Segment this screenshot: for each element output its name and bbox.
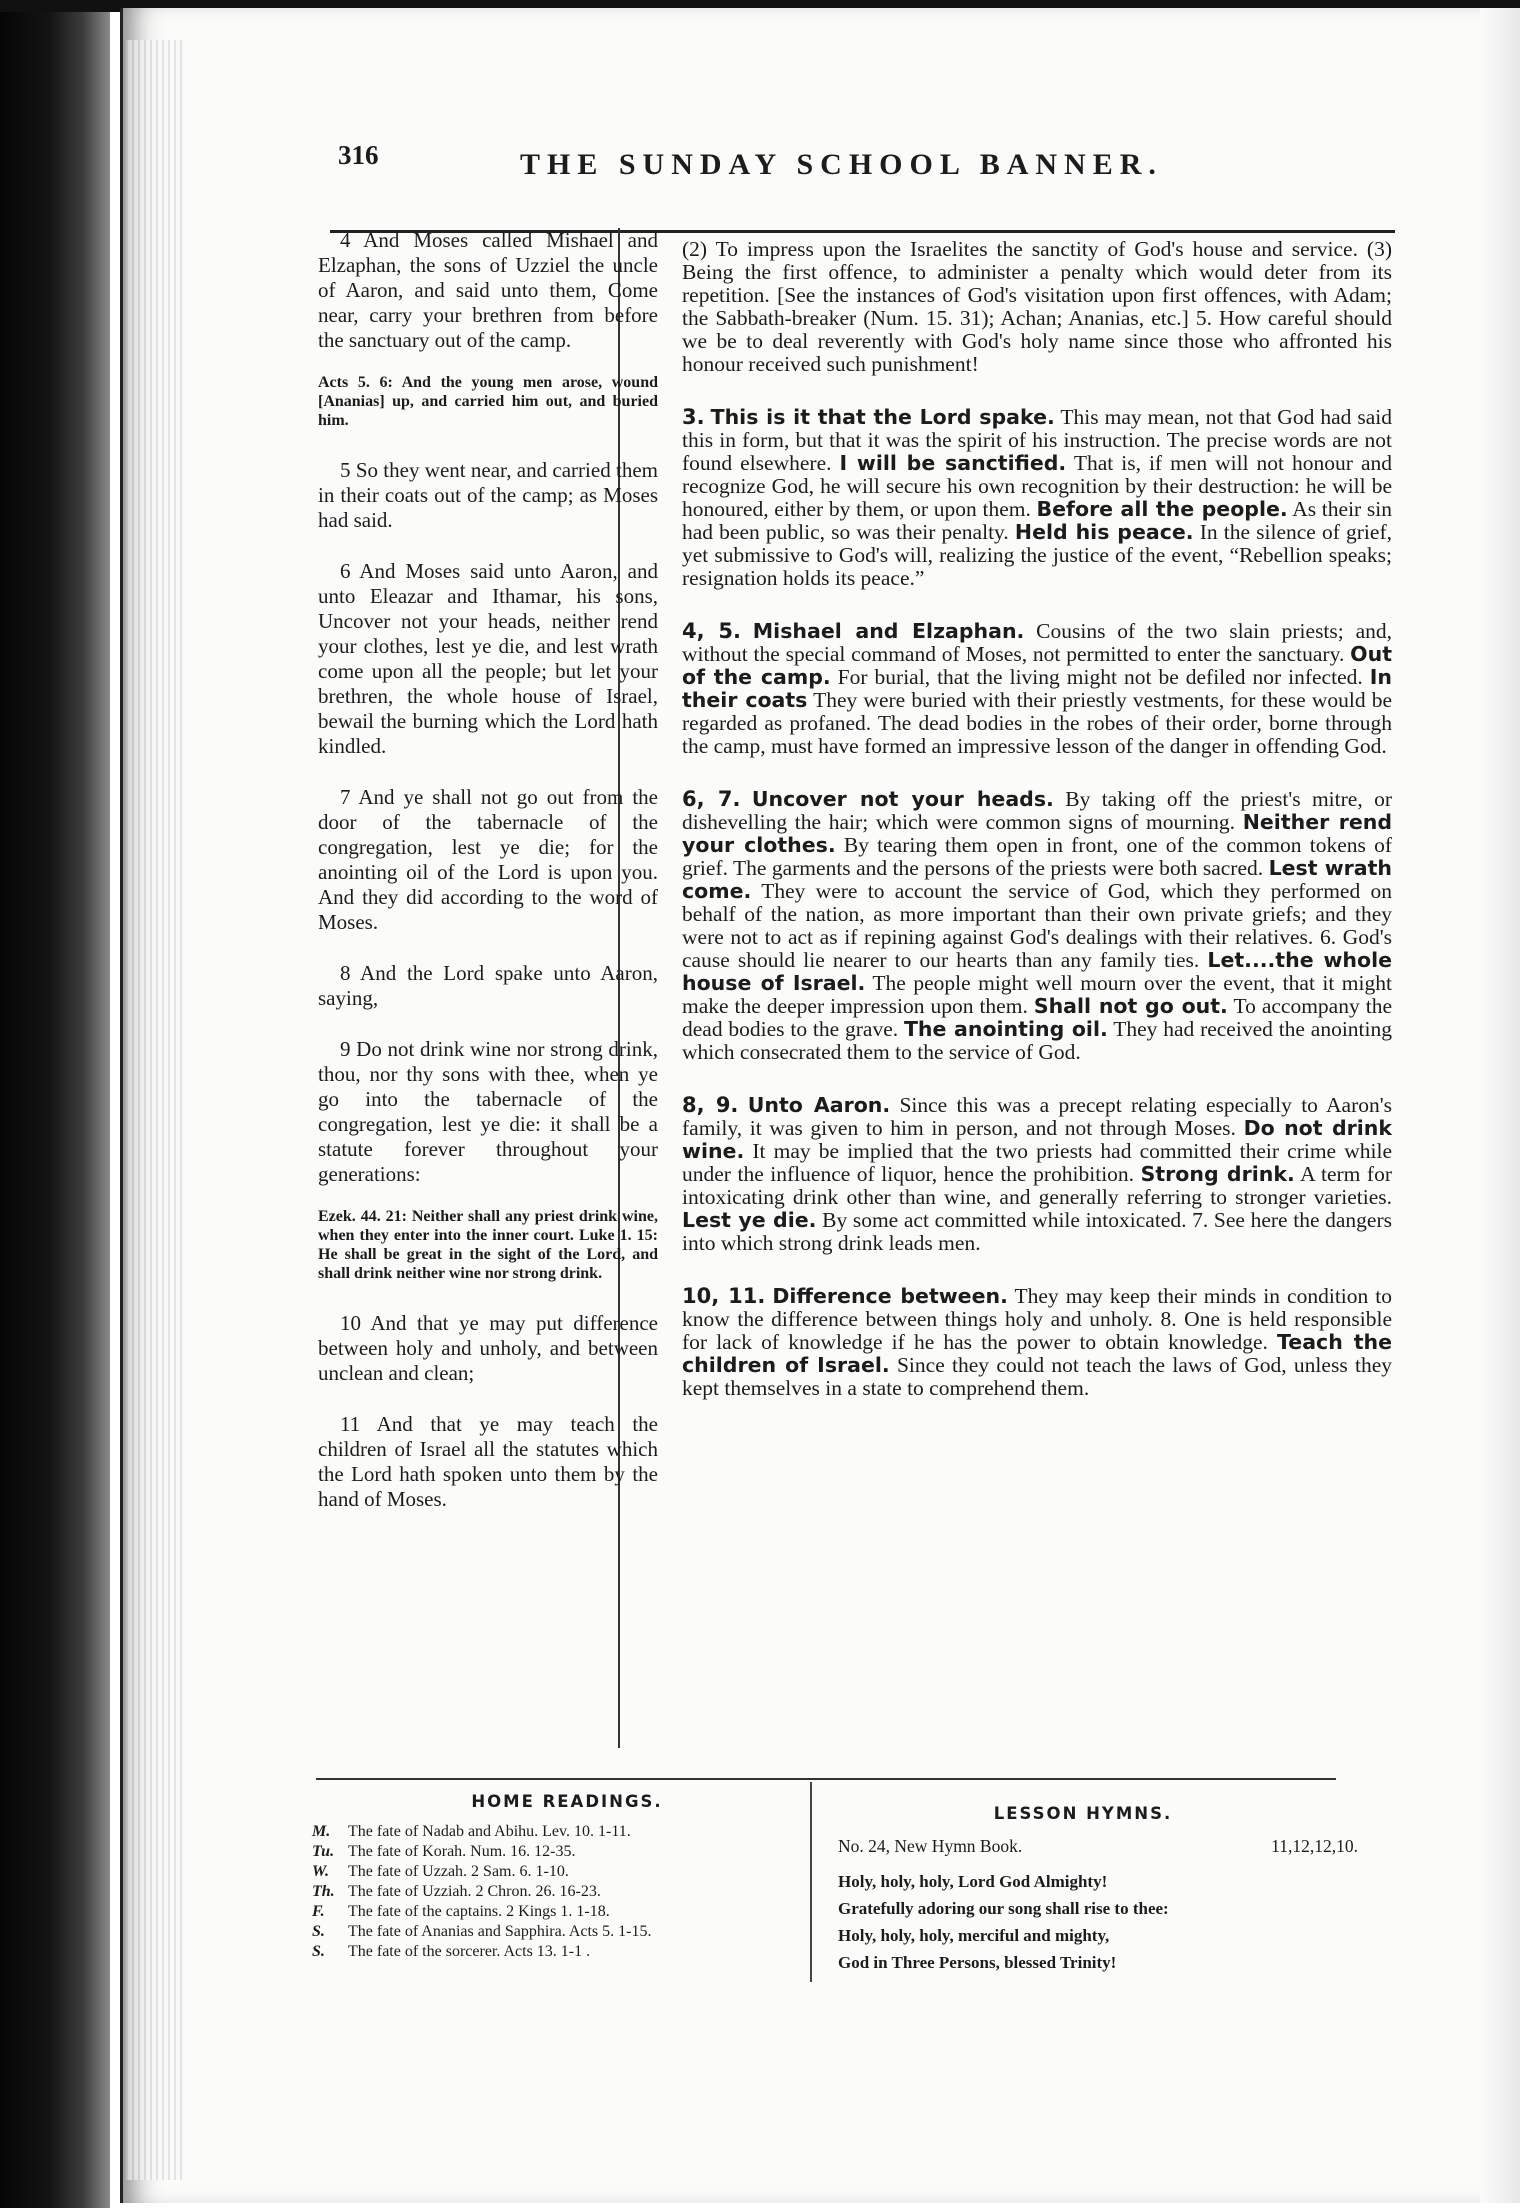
commentary-column (682, 238, 1392, 1430)
note-text: For burial, that the living might not be defiled nor infected. (830, 665, 1370, 689)
reading-row (312, 1922, 802, 1942)
hymn-reference-row (838, 1833, 1358, 1860)
lesson-hymns (838, 1800, 1358, 1976)
note-text: By some act committed while intoxicated. 7. See here the dangers into which strong drink leads men. (682, 1208, 1392, 1255)
note-heading: Mishael and Elzaphan. (752, 619, 1025, 643)
reading-day: W. (312, 1863, 330, 1880)
reading-row (312, 1902, 802, 1922)
note-text: It may be implied that the two priests had committed their crime while under the influence of liquor, hence the prohibition. (682, 1139, 1392, 1186)
note-text: A term for intoxicating drink other than wine, and generally referring to stronger varieties. (682, 1162, 1392, 1209)
note-keyword: In their coats (682, 665, 1392, 712)
running-head: THE SUNDAY SCHOOL BANNER. (520, 148, 1163, 181)
note-keyword: Held his peace. (1014, 520, 1194, 544)
note-text: They were buried with their priestly vestments, for these would be regarded as profaned. The dead bodies in the robes of their order, borne through the camp, must have formed an impressive lesson of the danger in offending God. (682, 688, 1392, 758)
note-keyword: Do not drink wine. (682, 1116, 1393, 1163)
footer-rule (316, 1778, 1336, 1780)
note-keyword: Neither rend your clothes. (682, 810, 1392, 857)
verse-7: 7 And ye shall not go out from the door of the tabernacle of the congregation, lest ye die; for the anointing oil of the Lord is upon you. And they did according to the word of Moses. (318, 785, 658, 934)
note-text: By tearing them open in front, one of the common tokens of grief. The garments and the persons of the priests were both sacred. (682, 833, 1392, 880)
note-verse-ref: 4, 5. (682, 619, 741, 643)
hymn-line: God in Three Persons, blessed Trinity! (838, 1953, 1117, 1972)
reading-text: The fate of the sorcerer. Acts 13. 1-1 . (348, 1943, 591, 1960)
reading-day: M. (312, 1823, 331, 1840)
reading-row (312, 1862, 802, 1882)
note-text: Since they could not teach the laws of God, unless they kept themselves in a state to comprehend them. (682, 1353, 1392, 1400)
note-text: That is, if men will not honour and recognize God, he will secure his own recognition by their destruction: he will be honoured, either by them, or upon them. (682, 451, 1392, 521)
hymn-line: Gratefully adoring our song shall rise to thee: (838, 1899, 1169, 1918)
verse-8: 8 And the Lord spake unto Aaron, saying, (318, 961, 658, 1010)
hymn-line: Holy, holy, holy, merciful and mighty, (838, 1926, 1110, 1945)
hymn-line: Holy, holy, holy, Lord God Almighty! (838, 1872, 1108, 1891)
page-number: 316 (338, 140, 379, 170)
note-text: The people might well mourn over the event, that it might make the deeper impression upon them. (682, 971, 1392, 1018)
note-text: This may mean, not that God had said this in form, but that it was the spirit of his instruction. The precise words are not found elsewhere. (682, 405, 1393, 475)
note-text: By taking off the priest's mitre, or dishevelling the hair; which were common signs of mourning. (682, 787, 1393, 834)
reading-text: The fate of Uzziah. 2 Chron. 26. 16-23. (348, 1883, 601, 1900)
reading-text: The fate of Uzzah. 2 Sam. 6. 1-10. (348, 1863, 569, 1880)
note-verses-8-9 (682, 1094, 1392, 1255)
reading-row (312, 1882, 802, 1902)
reading-text: The fate of Nadab and Abihu. Lev. 10. 1-11. (348, 1823, 631, 1840)
reading-text: The fate of Ananias and Sapphira. Acts 5. 1-15. (348, 1923, 652, 1940)
note-heading: Difference between. (772, 1284, 1008, 1308)
note-text: They were to account the service of God, which they performed on behalf of the nation, as more important than their own private griefs; and they were not to act as if repining against God's dealings with their relatives. 6. God's cause should lie nearer to our hearts than any family ties. (682, 879, 1392, 972)
verse-5: 5 So they went near, and carried them in their coats out of the camp; as Moses had said. (318, 458, 658, 532)
note-text: They may keep their minds in condition to know the difference between things holy and unholy. 8. One is held responsible for lack of knowledge if he has the power to obtain knowledge. (682, 1284, 1393, 1354)
home-readings (312, 1792, 802, 1962)
note-text: They had received the anointing which consecrated them to the service of God. (682, 1017, 1392, 1064)
reading-day: S. (312, 1923, 325, 1940)
reading-row (312, 1942, 802, 1962)
note-verse-ref: 10, 11. (682, 1284, 766, 1308)
note-keyword: Shall not go out. (1033, 994, 1228, 1018)
verse-11: 11 And that ye may teach the children of Israel all the statutes which the Lord hath spoken unto them by the hand of Moses. (318, 1412, 658, 1511)
reading-row (312, 1842, 802, 1862)
note-verse-ref: 8, 9. (682, 1093, 739, 1117)
note-text: Since this was a precept relating especially to Aaron's family, it was given to him in person, and not through Moses. (682, 1093, 1392, 1140)
cross-reference-4: Acts 5. 6: And the young men arose, wound [Ananias] up, and carried him out, and buried him. (318, 374, 658, 429)
verse-10: 10 And that ye may put difference between holy and unholy, and between unclean and clean; (318, 1311, 658, 1385)
note-text: As their sin had been public, so was their penalty. (682, 497, 1392, 544)
note-verses-4-5 (682, 620, 1392, 758)
note-keyword: The anointing oil. (903, 1017, 1108, 1041)
note-verses-6-7 (682, 788, 1392, 1064)
note-heading: Uncover not your heads. (751, 787, 1054, 811)
note-keyword: Before all the people. (1036, 497, 1288, 521)
verse-4: 4 And Moses called Mishael and Elzaphan, the sons of Uzziel the uncle of Aaron, and said unto them, Come near, carry your brethren from before the sanctuary out of the camp. (318, 228, 658, 352)
hymn-reference: No. 24, New Hymn Book. (838, 1836, 1023, 1856)
verse-6: 6 And Moses said unto Aaron, and unto Eleazar and Ithamar, his sons, Uncover not your heads, neither rend your clothes, lest ye die, and lest wrath come upon all the people; but let your brethren, the whole house of Israel, bewail the burning which the Lord hath kindled. (318, 559, 658, 758)
note-keyword: Teach the children of Israel. (682, 1330, 1392, 1377)
home-readings-title: HOME READINGS. (471, 1792, 663, 1811)
note-keyword: Lest wrath come. (682, 856, 1392, 903)
note-verse-ref: 3. (682, 405, 705, 429)
note-verse-ref: 6, 7. (682, 787, 741, 811)
note-heading: This is it that the Lord spake. (710, 405, 1055, 429)
reading-row (312, 1822, 802, 1842)
note-verse-3 (682, 406, 1392, 590)
note-text: In the silence of grief, yet submissive to God's will, realizing the justice of the event, “Rebellion speaks; resignation holds its peace.” (682, 520, 1392, 590)
scripture-column (318, 228, 658, 1538)
page-fore-edges (126, 40, 186, 2180)
commentary-intro: (2) To impress upon the Israelites the sanctity of God's house and service. (3) Being the first offence, to administer a penalty which would deter from its repetition. [See the instances of God's visitation upon first offences, with Adam; the Sabbath-breaker (Num. 15. 31); Achan; Ananias, etc.] 5. How careful should we be to deal reverently with God's holy name since those who affronted his honour received such punishment! (682, 237, 1392, 376)
page-gutter-shadow (1480, 8, 1520, 2203)
note-keyword: Let....the whole house of Israel. (682, 948, 1393, 995)
hymn-meter: 11,12,12,10. (1271, 1836, 1358, 1856)
reading-day: Tu. (312, 1843, 335, 1860)
note-keyword: I will be sanctified. (839, 451, 1067, 475)
lesson-hymns-title: LESSON HYMNS. (993, 1804, 1173, 1823)
verse-9: 9 Do not drink wine nor strong drink, thou, nor thy sons with thee, when ye go into the tabernacle of the congregation, lest ye die: it shall be a statute forever throughout your generations: (318, 1037, 658, 1186)
reading-text: The fate of the captains. 2 Kings 1. 1-18. (348, 1903, 610, 1920)
note-text: Cousins of the two slain priests; and, without the special command of Moses, not permitted to enter the sanctuary. (682, 619, 1392, 666)
note-heading: Unto Aaron. (747, 1093, 891, 1117)
note-keyword: Out of the camp. (682, 642, 1392, 689)
note-verses-10-11 (682, 1285, 1392, 1400)
reading-day: S. (312, 1943, 325, 1960)
cross-reference-9: Ezek. 44. 21: Neither shall any priest drink wine, when they enter into the inner court. Luke 1. 15: He shall be great in the sight of the Lord, and shall drink neither wine nor strong drink. (318, 1208, 658, 1282)
note-keyword: Lest ye die. (682, 1208, 817, 1232)
reading-text: The fate of Korah. Num. 16. 12-35. (348, 1843, 576, 1860)
note-keyword: Strong drink. (1140, 1162, 1295, 1186)
reading-day: F. (312, 1903, 325, 1920)
note-text: To accompany the dead bodies to the grave. (682, 994, 1392, 1041)
reading-day: Th. (312, 1883, 335, 1900)
scan-border (0, 0, 110, 2208)
